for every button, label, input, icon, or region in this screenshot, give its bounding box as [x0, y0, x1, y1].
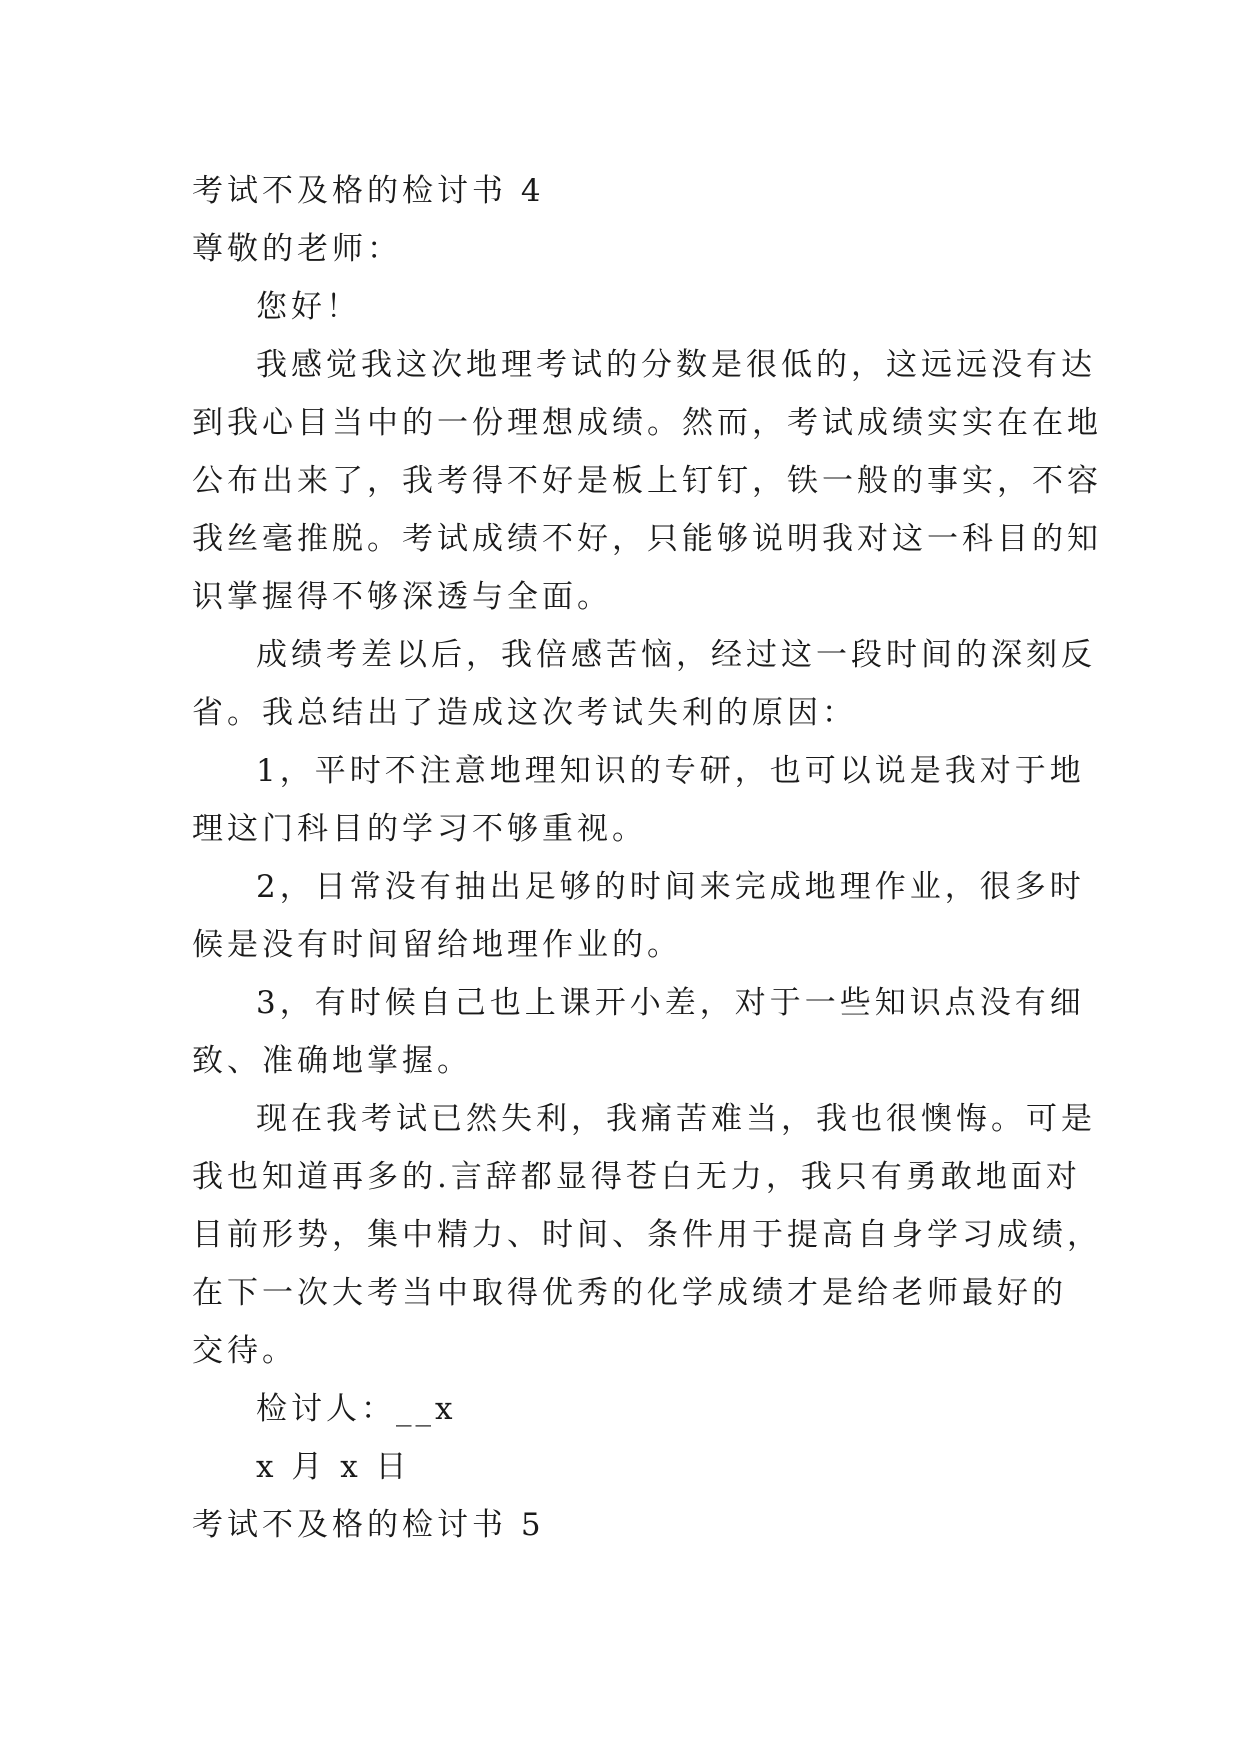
paragraph-line: 到我心目当中的一份理想成绩。然而，考试成绩实实在在地 — [192, 405, 1102, 441]
paragraph-line: 我也知道再多的.言辞都显得苍白无力，我只有勇敢地面对 — [192, 1159, 1081, 1195]
paragraph-line: 成绩考差以后，我倍感苦恼，经过这一段时间的深刻反 — [256, 637, 1096, 673]
paragraph-line: 2，日常没有抽出足够的时间来完成地理作业，很多时 — [256, 869, 1085, 905]
list-item — [192, 858, 1085, 974]
document-page — [192, 162, 1102, 1554]
paragraph-line: 3，有时候自己也上课开小差，对于一些知识点没有细 — [256, 985, 1085, 1021]
paragraph-line: 识掌握得不够深透与全面。 — [192, 579, 612, 615]
paragraph-line: 省。我总结出了造成这次考试失利的原因： — [192, 695, 857, 731]
paragraph-line: 公布出来了，我考得不好是板上钉钉，铁一般的事实，不容 — [192, 463, 1102, 499]
document-heading: 考试不及格的检讨书 4 — [192, 173, 545, 209]
paragraph — [192, 336, 1102, 626]
paragraph-line: 致、准确地掌握。 — [192, 1043, 472, 1079]
list-item — [192, 974, 1085, 1090]
paragraph-line: 在下一次大考当中取得优秀的化学成绩才是给老师最好的 — [192, 1275, 1067, 1311]
list-item — [192, 742, 1085, 858]
paragraph-line: 目前形势，集中精力、时间、条件用于提高自身学习成绩， — [192, 1217, 1102, 1253]
paragraph-line: 我丝毫推脱。考试成绩不好，只能够说明我对这一科目的知 — [192, 521, 1102, 557]
signature: 检讨人：__x — [256, 1391, 457, 1427]
paragraph-line: 候是没有时间留给地理作业的。 — [192, 927, 682, 963]
paragraph-line: 理这门科目的学习不够重视。 — [192, 811, 647, 847]
salutation: 尊敬的老师： — [192, 231, 402, 267]
greeting: 您好！ — [256, 289, 361, 325]
date: x 月 x 日 — [256, 1449, 411, 1485]
paragraph-line: 现在我考试已然失利，我痛苦难当，我也很懊悔。可是 — [256, 1101, 1096, 1137]
letter-body — [192, 336, 1102, 1380]
paragraph-line: 我感觉我这次地理考试的分数是很低的，这远远没有达 — [256, 347, 1096, 383]
paragraph — [192, 626, 1096, 742]
paragraph — [192, 1090, 1102, 1380]
paragraph-line: 交待。 — [192, 1333, 297, 1369]
paragraph-line: 1，平时不注意地理知识的专研，也可以说是我对于地 — [256, 753, 1085, 789]
document-heading-next: 考试不及格的检讨书 5 — [192, 1507, 545, 1543]
